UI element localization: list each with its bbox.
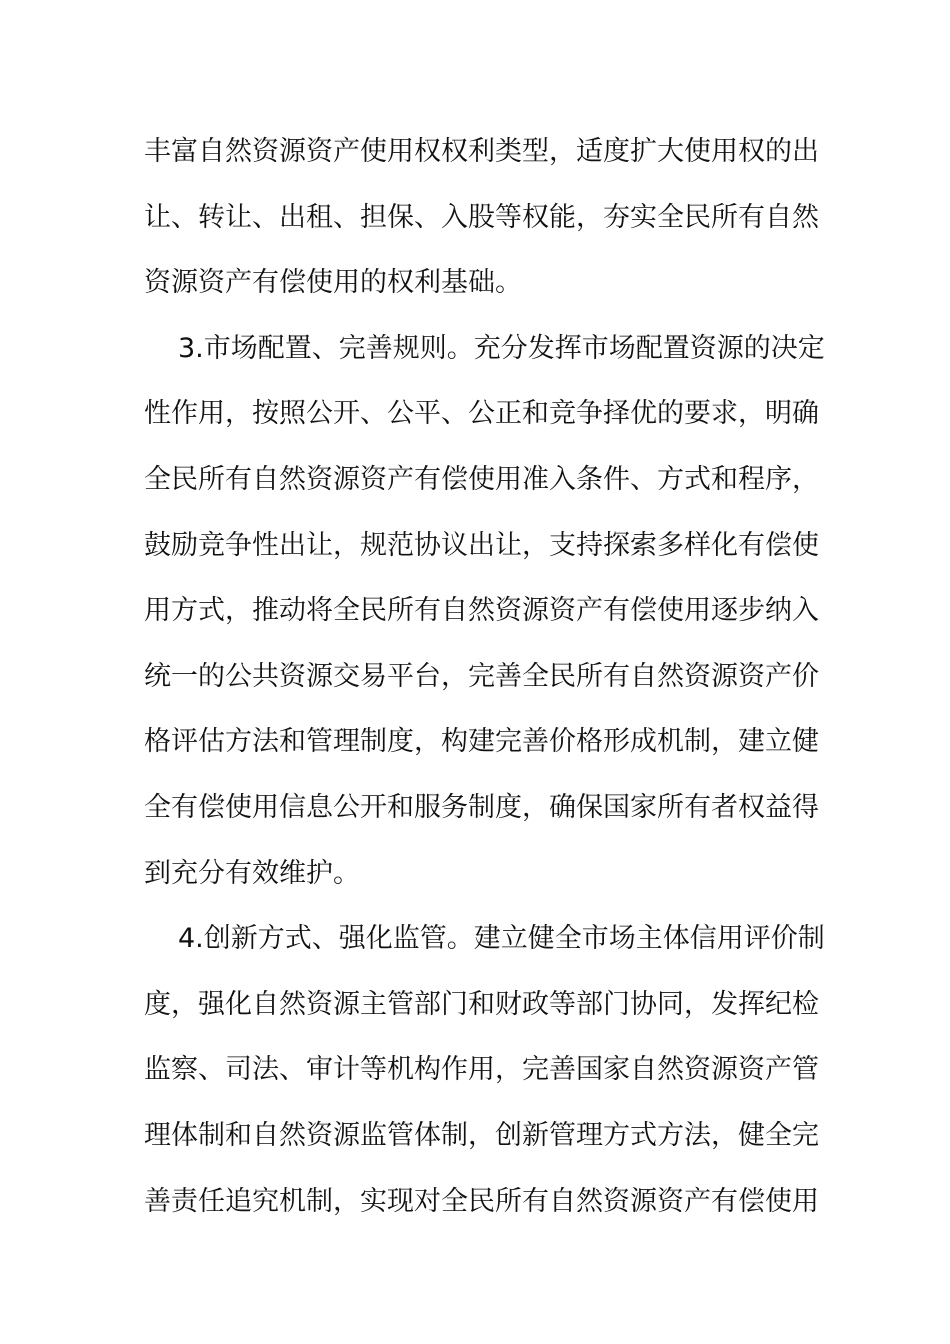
section-4-heading-line: 4.创新方式、强化监管。建立健全市场主体信用评价制 [178,923,825,955]
text-line: 用方式，推动将全民所有自然资源资产有偿使用逐步纳入 [144,595,819,627]
body-text [144,128,825,1243]
text-line: 鼓励竞争性出让，规范协议出让，支持探索多样化有偿使 [144,529,819,561]
text-line: 丰富自然资源资产使用权权利类型，适度扩大使用权的出 [144,136,819,167]
text-line: 度，强化自然资源主管部门和财政等部门协同，发挥纪检 [144,988,819,1020]
text-line: 资源资产有偿使用的权利基础。 [144,267,522,299]
text-line: 性作用，按照公开、公平、公正和竞争择优的要求，明确 [144,398,819,430]
text-line: 全有偿使用信息公开和服务制度，确保国家所有者权益得 [144,791,819,823]
text-line: 到充分有效维护。 [144,857,360,889]
text-line: 善责任追究机制，实现对全民所有自然资源资产有偿使用 [144,1185,819,1217]
text-line: 全民所有自然资源资产有偿使用准入条件、方式和程序， [144,463,819,495]
section-3-heading-line: 3.市场配置、完善规则。充分发挥市场配置资源的决定 [178,332,825,364]
text-line: 理体制和自然资源监管体制，创新管理方式方法，健全完 [144,1119,819,1151]
text-line: 让、转让、出租、担保、入股等权能，夯实全民所有自然 [144,201,819,233]
text-line: 格评估方法和管理制度，构建完善价格形成机制，建立健 [144,726,819,758]
text-line: 统一的公共资源交易平台，完善全民所有自然资源资产价 [144,660,819,692]
text-line: 监察、司法、审计等机构作用，完善国家自然资源资产管 [144,1054,819,1086]
